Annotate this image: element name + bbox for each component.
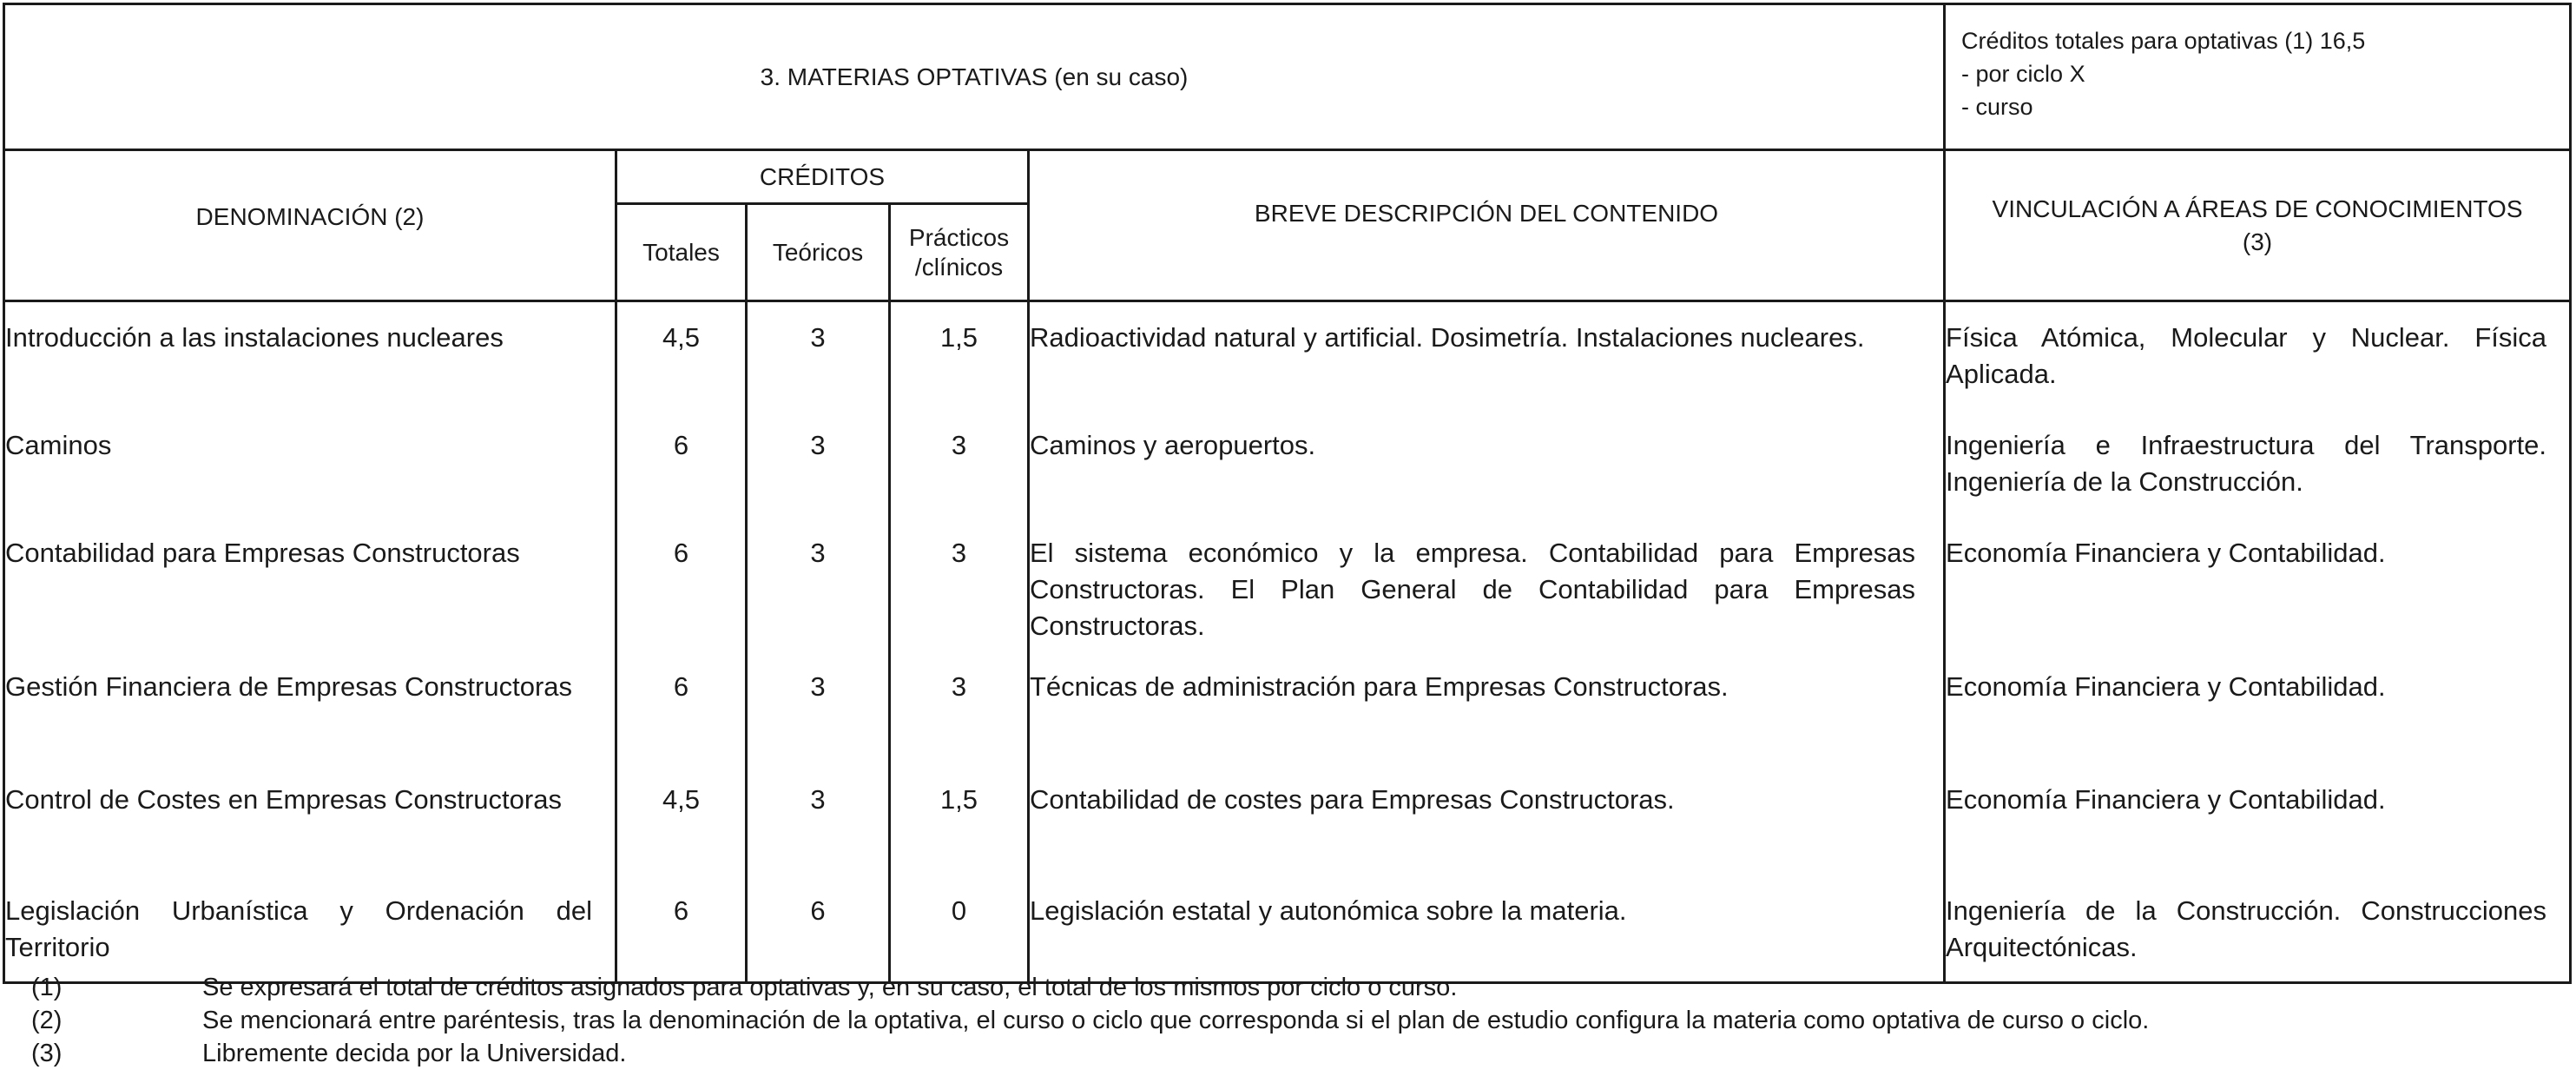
descripcion-column [1029,301,1945,983]
totales-cell: 6 [673,538,689,568]
footnote [0,971,2570,1004]
vinculacion-cell: Economía Financiera y Contabilidad. [1946,538,2386,568]
vinculacion-cell: Física Atómica, Molecular y Nuclear. Física Aplicada. [1946,322,2547,389]
practicos-cell: 1,5 [939,784,978,815]
totales-cell: 6 [673,895,689,926]
vinculacion-header-line1: VINCULACIÓN A ÁREAS DE CONOCIMIENTOS [1992,195,2523,222]
footnote-number: (1) [31,974,63,1001]
column-header-row [4,150,2571,204]
totales-cell: 6 [673,671,689,702]
table-body-row [4,301,2571,983]
teoricos-cell: 3 [810,784,826,815]
totales-cell: 6 [673,430,689,460]
footnote-text: Se expresará el total de créditos asignados para optativas y, en su caso, el total de los mismos por ciclo o curso. [202,974,1458,1001]
teoricos-cell: 3 [810,538,826,568]
denominacion-column [4,301,616,983]
teoricos-header: Teóricos [747,204,890,301]
total-credits-box [1945,4,2571,150]
footnote [0,1037,2570,1070]
descripcion-cell: Radioactividad natural y artificial. Dosimetría. Instalaciones nucleares. [1030,322,1865,353]
footnote-number: (3) [31,1040,63,1067]
teoricos-cell: 6 [810,895,826,926]
practicos-column [890,301,1029,983]
footnote-text: Se mencionará entre paréntesis, tras la denominación de la optativa, el curso o ciclo que corresponda si el plan de estudio configura la materia como optativa de curso o ciclo. [202,1007,2150,1034]
vinculacion-column [1945,301,2571,983]
practicos-cell: 3 [951,671,967,702]
practicos-header-line2: /clínicos [914,253,1004,281]
footnote-text: Libremente decida por la Universidad. [202,1040,627,1067]
table-title: 3. MATERIAS OPTATIVAS (en su caso) [4,4,1945,150]
optativas-table [3,3,2572,984]
teoricos-cell: 3 [810,671,826,702]
denominacion-cell: Gestión Financiera de Empresas Constructoras [5,671,573,702]
denominacion-cell: Contabilidad para Empresas Constructoras [5,538,520,568]
totales-header: Totales [616,204,747,301]
practicos-cell: 3 [951,538,967,568]
descripcion-cell: Legislación estatal y autonómica sobre la materia. [1030,895,1627,926]
practicos-cell: 0 [951,895,967,926]
vinculacion-cell: Economía Financiera y Contabilidad. [1946,671,2386,702]
per-cycle-line: - por ciclo X [1961,61,2085,87]
vinculacion-cell: Ingeniería de la Construcción. Construcciones Arquitectónicas. [1946,895,2547,962]
practicos-header-line1: Prácticos [908,223,1010,251]
totales-cell: 4,5 [662,784,701,815]
totales-column [616,301,747,983]
vinculacion-header [1945,150,2571,301]
practicos-cell: 3 [951,430,967,460]
descripcion-cell: El sistema económico y la empresa. Contabilidad para Empresas Constructoras. El Plan General de Contabilidad para Empresas Constructoras. [1030,538,1915,641]
denominacion-cell: Caminos [5,430,112,460]
creditos-header: CRÉDITOS [616,150,1029,204]
footnotes [0,971,2570,1070]
descripcion-cell: Contabilidad de costes para Empresas Constructoras. [1030,784,1675,815]
practicos-header [890,204,1029,301]
footnote [0,1004,2570,1037]
per-course-line: - curso [1961,94,2033,120]
denominacion-cell: Legislación Urbanística y Ordenación del Territorio [5,895,592,962]
descripcion-header: BREVE DESCRIPCIÓN DEL CONTENIDO [1029,150,1945,301]
vinculacion-cell: Ingeniería e Infraestructura del Transporte. Ingeniería de la Construcción. [1946,430,2547,497]
descripcion-cell: Caminos y aeropuertos. [1030,430,1316,460]
denominacion-cell: Control de Costes en Empresas Constructoras [5,784,562,815]
practicos-cell: 1,5 [939,322,978,353]
denominacion-cell: Introducción a las instalaciones nucleares [5,322,504,353]
vinculacion-cell: Economía Financiera y Contabilidad. [1946,784,2386,815]
totales-cell: 4,5 [662,322,701,353]
teoricos-column [747,301,890,983]
table-title-row [4,4,2571,150]
total-credits-line: Créditos totales para optativas (1) 16,5 [1961,28,2366,54]
denominacion-header: DENOMINACIÓN (2) [4,150,616,301]
vinculacion-header-line2: (3) [2242,228,2273,255]
teoricos-cell: 3 [810,322,826,353]
footnote-number: (2) [31,1007,63,1034]
descripcion-cell: Técnicas de administración para Empresas Constructoras. [1030,671,1729,702]
teoricos-cell: 3 [810,430,826,460]
